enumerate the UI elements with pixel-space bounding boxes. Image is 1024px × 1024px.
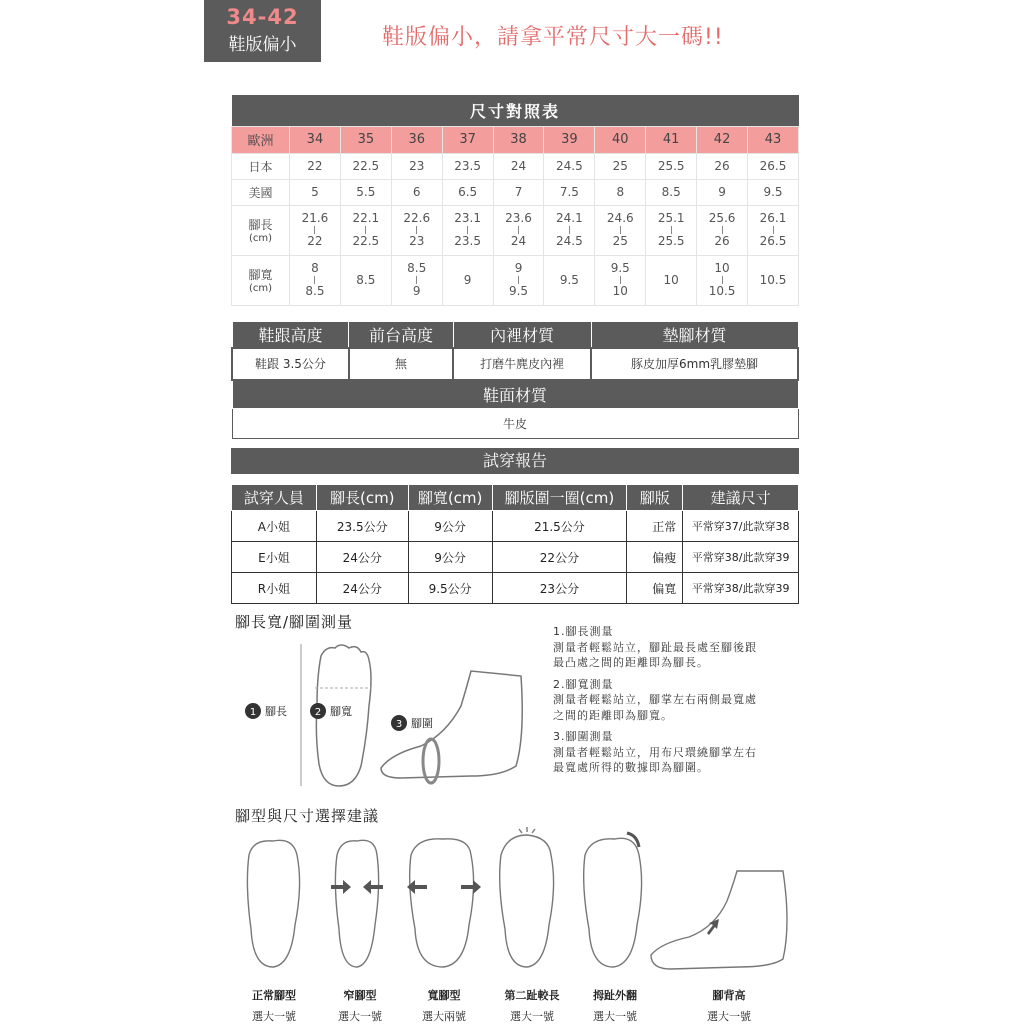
trial-cell: 24公分 bbox=[316, 542, 408, 573]
trial-cell: 正常 bbox=[627, 511, 683, 542]
size-cell: 5 bbox=[290, 179, 341, 205]
foot-type: 窄腳型 bbox=[343, 989, 377, 1002]
size-cell: 6 bbox=[391, 179, 442, 205]
range-bar bbox=[467, 226, 468, 234]
foot-high-instep bbox=[651, 871, 787, 969]
trial-head: 腳版圍一圈(cm) bbox=[492, 485, 627, 511]
trial-head: 試穿人員 bbox=[232, 485, 317, 511]
range-cell bbox=[646, 205, 697, 255]
range-cell bbox=[290, 255, 341, 305]
size-cell: 39 bbox=[544, 126, 595, 153]
trial-head-row bbox=[232, 485, 799, 511]
range-to: 26.5 bbox=[759, 234, 787, 248]
material-head: 前台高度 bbox=[349, 322, 453, 348]
size-cell: 24 bbox=[493, 153, 544, 179]
trial-cell: E小姐 bbox=[232, 542, 317, 573]
upper-material-head: 鞋面材質 bbox=[232, 380, 798, 409]
size-chart-table bbox=[231, 95, 799, 306]
size-cell: 35 bbox=[340, 126, 391, 153]
foot-advice: 選大一號 bbox=[510, 1010, 554, 1023]
material-head-row bbox=[232, 322, 798, 348]
size-note: 鞋版偏小 bbox=[228, 35, 297, 55]
range-to: 23.5 bbox=[454, 234, 481, 248]
trial-cell: 22公分 bbox=[492, 542, 627, 573]
material-value: 鞋跟 3.5公分 bbox=[232, 348, 349, 380]
row-foot-width bbox=[232, 255, 799, 305]
range-bar bbox=[416, 276, 417, 284]
trial-report-title: 試穿報告 bbox=[231, 448, 799, 474]
range-to: 25.5 bbox=[657, 234, 685, 248]
size-cell: 24.5 bbox=[544, 153, 595, 179]
range-from: 24.6 bbox=[606, 211, 634, 225]
size-range-badge bbox=[204, 0, 321, 62]
range-bar bbox=[518, 226, 519, 234]
trial-head: 腳長(cm) bbox=[316, 485, 408, 511]
material-value-row bbox=[232, 348, 798, 380]
range-bar bbox=[518, 276, 519, 284]
row-eu bbox=[232, 126, 799, 153]
trial-cell: 偏寬 bbox=[627, 573, 683, 604]
size-cell: 23.5 bbox=[442, 153, 493, 179]
trial-cell: R小姐 bbox=[232, 573, 317, 604]
foot-type: 正常腳型 bbox=[252, 989, 296, 1002]
material-head: 鞋跟高度 bbox=[232, 322, 349, 348]
foot-wide bbox=[410, 839, 474, 967]
size-cell: 22 bbox=[290, 153, 341, 179]
size-cell: 25 bbox=[595, 153, 646, 179]
trial-head: 建議尺寸 bbox=[683, 485, 799, 511]
range-to: 23 bbox=[409, 234, 425, 248]
range-bar bbox=[365, 226, 366, 234]
range-bar bbox=[314, 276, 315, 284]
range-to: 10.5 bbox=[708, 284, 736, 298]
marker-2-num: 2 bbox=[314, 707, 322, 718]
range-from: 9.5 bbox=[559, 272, 579, 287]
foot-label-high-instep bbox=[684, 985, 774, 1024]
trial-cell: 9.5公分 bbox=[408, 573, 492, 604]
size-cell: 34 bbox=[290, 126, 341, 153]
range-to: 26 bbox=[714, 234, 730, 248]
material-value: 無 bbox=[349, 348, 453, 380]
upper-material-value: 牛皮 bbox=[232, 409, 798, 439]
size-cell: 8 bbox=[595, 179, 646, 205]
row-foot-length bbox=[232, 205, 799, 255]
range-bar bbox=[569, 226, 570, 234]
foot-label-normal bbox=[229, 985, 319, 1024]
range-from: 24.1 bbox=[556, 211, 583, 225]
measure-instructions bbox=[553, 624, 803, 776]
step-2-line2: 之間的距離即為腳寬。 bbox=[553, 708, 673, 722]
row-label: 歐洲 bbox=[232, 126, 290, 153]
range-to: 9 bbox=[412, 284, 421, 298]
range-to: 10 bbox=[612, 284, 628, 298]
range-from: 9 bbox=[514, 261, 523, 275]
foot-label-wide bbox=[399, 985, 489, 1024]
size-cell: 37 bbox=[442, 126, 493, 153]
range-cell bbox=[493, 205, 544, 255]
foot-label-second-toe bbox=[487, 985, 577, 1024]
size-cell: 22.5 bbox=[340, 153, 391, 179]
range-from: 9 bbox=[463, 272, 472, 287]
measure-illustration bbox=[231, 636, 531, 796]
range-from: 22.1 bbox=[352, 211, 380, 225]
size-cell: 26.5 bbox=[748, 153, 799, 179]
range-from: 22.6 bbox=[403, 211, 431, 225]
size-cell: 9 bbox=[697, 179, 748, 205]
foot-advice: 選大一號 bbox=[338, 1010, 382, 1023]
size-cell: 9.5 bbox=[748, 179, 799, 205]
step-2-line1: 測量者輕鬆站立，腳掌左右兩側最寬處 bbox=[553, 693, 757, 706]
range-to: 9.5 bbox=[508, 284, 529, 298]
row-label: 美國 bbox=[232, 179, 290, 205]
range-from: 25.1 bbox=[657, 211, 685, 225]
step-3-line2: 最寬處所得的數據即為腳圍。 bbox=[553, 761, 709, 774]
marker-3-label: 腳圍 bbox=[411, 717, 433, 730]
trial-cell: 偏瘦 bbox=[627, 542, 683, 573]
size-cell: 42 bbox=[697, 126, 748, 153]
foot-advice: 選大一號 bbox=[252, 1010, 296, 1023]
foot-type: 第二趾較長 bbox=[504, 989, 560, 1002]
range-cell bbox=[442, 255, 493, 305]
material-head: 墊腳材質 bbox=[591, 322, 798, 348]
foot-second-toe-long bbox=[500, 827, 554, 967]
size-cell: 7 bbox=[493, 179, 544, 205]
size-cell: 7.5 bbox=[544, 179, 595, 205]
range-from: 21.6 bbox=[301, 211, 329, 225]
range-cell bbox=[340, 205, 391, 255]
range-cell bbox=[290, 205, 341, 255]
trial-cell: 平常穿37/此款穿38 bbox=[683, 511, 799, 542]
range-to: 22 bbox=[307, 234, 323, 248]
size-cell: 8.5 bbox=[646, 179, 697, 205]
range-bar bbox=[620, 226, 621, 234]
range-to: 25 bbox=[612, 234, 628, 248]
foot-label-narrow bbox=[315, 985, 405, 1024]
range-from: 10 bbox=[714, 261, 730, 275]
range-from: 8.5 bbox=[407, 261, 427, 275]
table-row bbox=[232, 511, 799, 542]
size-cell: 36 bbox=[391, 126, 442, 153]
step-2-head: 2.腳寬測量 bbox=[553, 677, 614, 691]
range-bar bbox=[722, 226, 723, 234]
foot-type: 寬腳型 bbox=[427, 989, 461, 1002]
range-cell bbox=[391, 205, 442, 255]
label-text: 腳長 bbox=[248, 218, 273, 232]
size-cell: 23 bbox=[391, 153, 442, 179]
size-cell: 38 bbox=[493, 126, 544, 153]
foot-advice: 選大一號 bbox=[593, 1010, 637, 1023]
foot-type-title: 腳型與尺寸選擇建議 bbox=[235, 807, 380, 825]
range-bar bbox=[773, 226, 774, 234]
range-cell bbox=[748, 255, 799, 305]
range-bar bbox=[671, 226, 672, 234]
trial-report-table bbox=[231, 484, 799, 604]
table-row bbox=[232, 542, 799, 573]
range-cell bbox=[595, 205, 646, 255]
range-cell bbox=[748, 205, 799, 255]
marker-1-label: 腳長 bbox=[265, 705, 287, 718]
range-bar bbox=[620, 276, 621, 284]
foot-normal bbox=[247, 840, 299, 967]
material-value: 打磨牛麂皮內裡 bbox=[453, 348, 591, 380]
trial-cell: 平常穿38/此款穿39 bbox=[683, 573, 799, 604]
range-from: 9.5 bbox=[610, 261, 630, 275]
range-bar bbox=[722, 276, 723, 284]
range-cell bbox=[544, 255, 595, 305]
size-cell: 5.5 bbox=[340, 179, 391, 205]
range-cell bbox=[646, 255, 697, 305]
row-jp bbox=[232, 153, 799, 179]
range-cell bbox=[544, 205, 595, 255]
material-table bbox=[231, 321, 799, 439]
measure-title: 腳長寬/腳圍測量 bbox=[235, 613, 354, 631]
size-cell: 6.5 bbox=[442, 179, 493, 205]
range-bar bbox=[314, 226, 315, 234]
size-cell: 25.5 bbox=[646, 153, 697, 179]
marker-3-num: 3 bbox=[395, 719, 403, 730]
range-from: 10.5 bbox=[759, 272, 787, 287]
range-to: 24.5 bbox=[556, 234, 583, 248]
step-3-line1: 測量者輕鬆站立，用布尺環繞腳掌左右 bbox=[553, 745, 757, 759]
trial-cell: 23.5公分 bbox=[316, 511, 408, 542]
trial-cell: 9公分 bbox=[408, 511, 492, 542]
size-range: 34-42 bbox=[226, 5, 299, 29]
foot-narrow bbox=[335, 840, 378, 967]
range-to: 24 bbox=[510, 234, 527, 248]
headline: 鞋版偏小，請拿平常尺寸大一碼!! bbox=[382, 25, 724, 50]
range-cell bbox=[442, 205, 493, 255]
range-bar bbox=[416, 226, 417, 234]
trial-cell: 平常穿38/此款穿39 bbox=[683, 542, 799, 573]
foot-type-illustrations bbox=[231, 825, 801, 975]
size-cell: 41 bbox=[646, 126, 697, 153]
range-from: 25.6 bbox=[708, 211, 736, 225]
row-label bbox=[232, 205, 290, 255]
material-head: 內裡材質 bbox=[453, 322, 591, 348]
material-value: 豚皮加厚6mm乳膠墊腳 bbox=[591, 348, 798, 380]
trial-cell: 23公分 bbox=[492, 573, 627, 604]
foot-type: 拇趾外翻 bbox=[593, 989, 637, 1002]
range-cell bbox=[697, 255, 748, 305]
range-from: 8.5 bbox=[356, 272, 376, 287]
trial-head: 腳版 bbox=[627, 485, 683, 511]
unit-text: (cm) bbox=[248, 283, 273, 294]
row-us bbox=[232, 179, 799, 205]
range-from: 26.1 bbox=[759, 211, 787, 225]
label-text: 腳寬 bbox=[248, 268, 273, 282]
range-cell bbox=[595, 255, 646, 305]
range-to: 22.5 bbox=[352, 234, 380, 248]
size-cell: 43 bbox=[748, 126, 799, 153]
row-label: 日本 bbox=[232, 153, 290, 179]
table-row bbox=[232, 573, 799, 604]
range-to: 8.5 bbox=[305, 284, 325, 298]
marker-1-num: 1 bbox=[249, 707, 257, 718]
range-from: 10 bbox=[663, 272, 679, 287]
marker-2-label: 腳寬 bbox=[330, 705, 352, 718]
trial-cell: 24公分 bbox=[316, 573, 408, 604]
size-cell: 40 bbox=[595, 126, 646, 153]
unit-text: (cm) bbox=[248, 233, 273, 244]
range-cell bbox=[697, 205, 748, 255]
range-cell bbox=[391, 255, 442, 305]
foot-advice: 選大一號 bbox=[707, 1010, 751, 1023]
trial-cell: A小姐 bbox=[232, 511, 317, 542]
foot-label-bunion bbox=[570, 985, 660, 1024]
range-from: 23.6 bbox=[505, 211, 532, 225]
step-1-head: 1.腳長測量 bbox=[553, 625, 614, 638]
range-from: 8 bbox=[311, 261, 319, 275]
foot-type: 腳背高 bbox=[712, 989, 746, 1002]
step-1-line1: 測量者輕鬆站立，腳趾最長處至腳後跟 bbox=[553, 640, 757, 654]
foot-bunion bbox=[584, 833, 642, 967]
step-1-line2: 最凸處之間的距離即為腳長。 bbox=[553, 656, 709, 669]
trial-cell: 9公分 bbox=[408, 542, 492, 573]
range-cell bbox=[493, 255, 544, 305]
row-label bbox=[232, 255, 290, 305]
size-cell: 26 bbox=[697, 153, 748, 179]
range-cell bbox=[340, 255, 391, 305]
size-chart-title: 尺寸對照表 bbox=[232, 95, 799, 126]
foot-advice: 選大兩號 bbox=[422, 1010, 466, 1023]
trial-head: 腳寬(cm) bbox=[408, 485, 492, 511]
range-from: 23.1 bbox=[454, 211, 481, 225]
step-3-head: 3.腳圍測量 bbox=[553, 730, 614, 743]
trial-cell: 21.5公分 bbox=[492, 511, 627, 542]
